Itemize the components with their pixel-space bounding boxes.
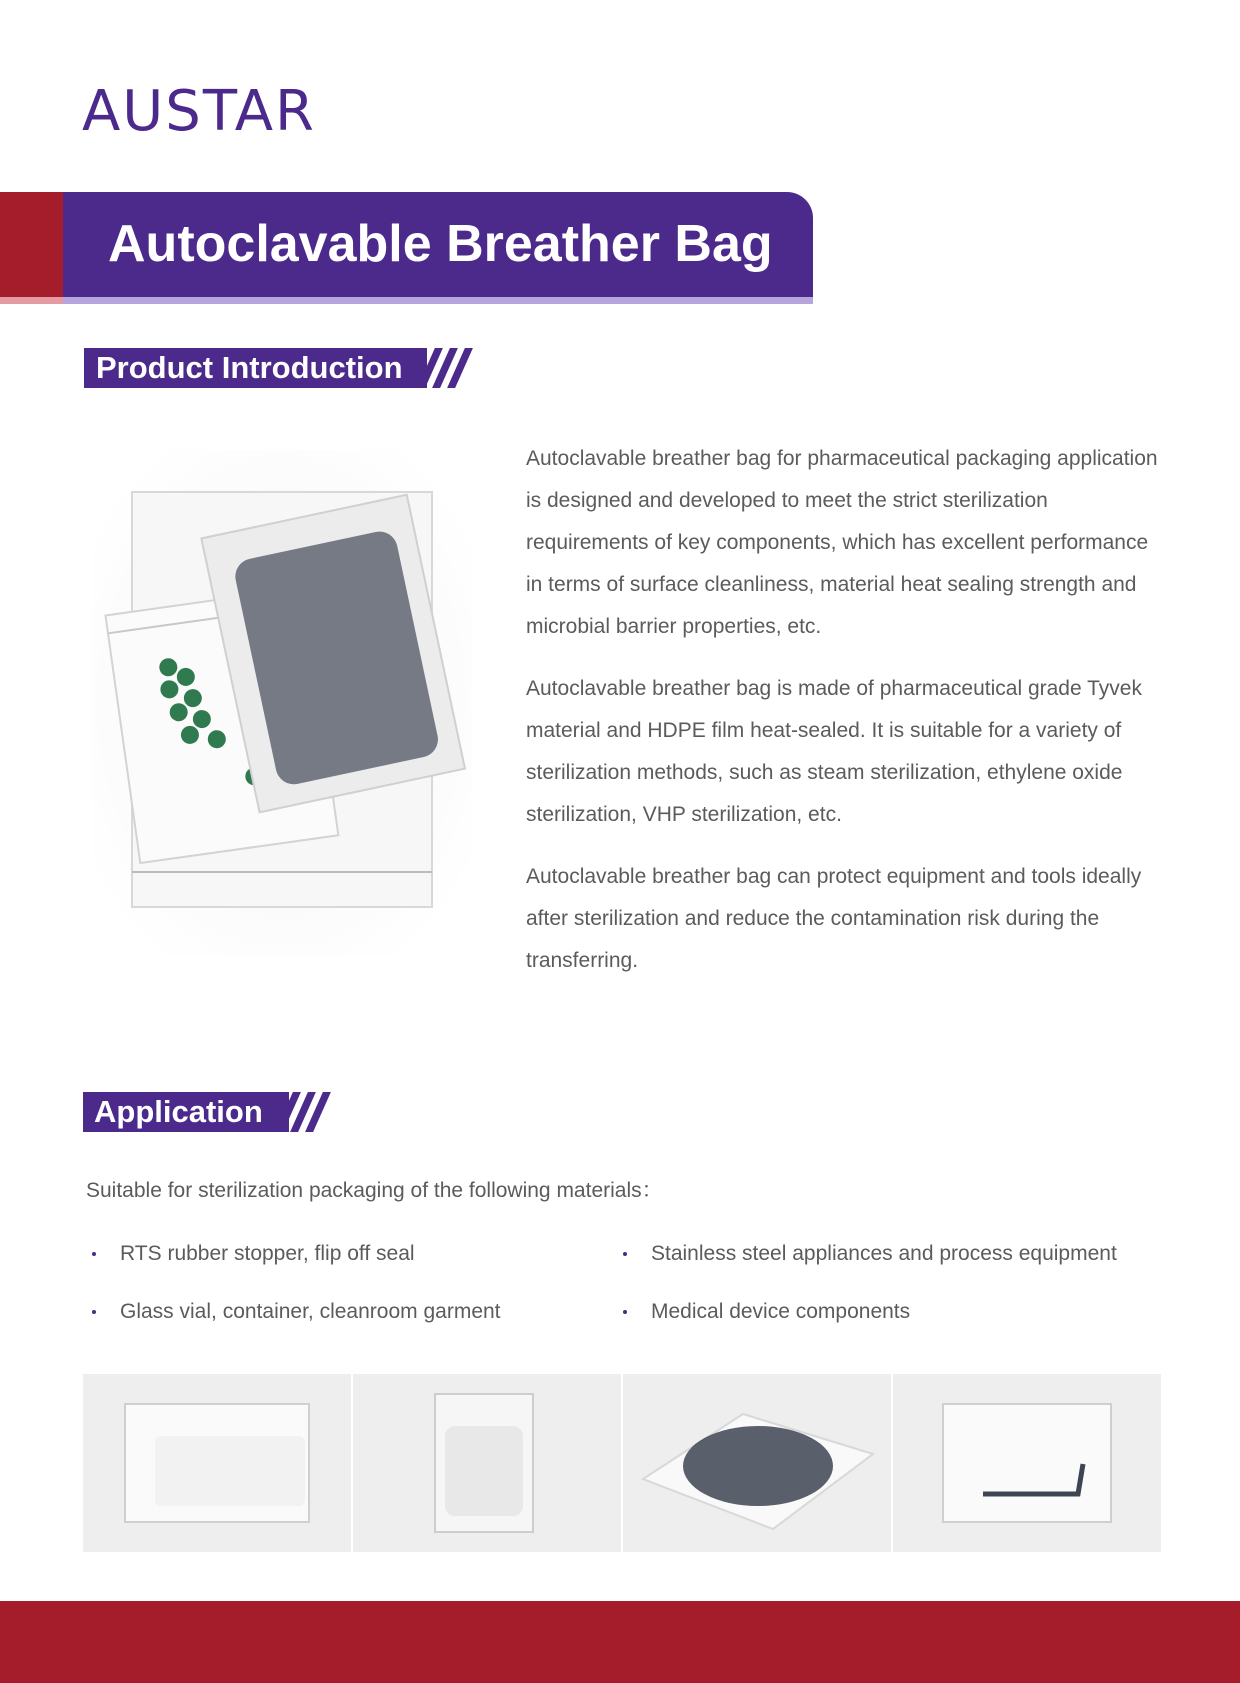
bullet-icon xyxy=(92,1252,96,1256)
intro-paragraph: Autoclavable breather bag for pharmaceutical packaging application is designed and developed to meet the strict sterilization requirements of key components, which has excellent performance in terms of surface cleanliness, material heat sealing strength and microbial barrier properties, etc. xyxy=(526,447,1158,638)
bullet-icon xyxy=(623,1252,627,1256)
section-header-application xyxy=(83,1092,323,1132)
product-image xyxy=(92,450,472,955)
intro-paragraph: Autoclavable breather bag is made of pharmaceutical grade Tyvek material and HDPE film heat-sealed. It is suitable for a variety of sterilization methods, such as steam sterilization, ethylene oxide sterilization, VHP sterilization, etc. xyxy=(526,677,1142,826)
application-gallery xyxy=(83,1374,1161,1552)
title-banner-accent xyxy=(0,192,63,297)
section-title: Product Introduction xyxy=(84,348,427,388)
section-title: Application xyxy=(83,1092,289,1132)
list-item: Glass vial, container, cleanroom garment xyxy=(86,1295,617,1329)
footer-bar xyxy=(0,1601,1240,1683)
title-banner-stripe-accent xyxy=(0,297,63,304)
bullet-icon xyxy=(92,1310,96,1314)
bullet-icon xyxy=(623,1310,627,1314)
application-list xyxy=(86,1237,1176,1329)
gallery-image xyxy=(83,1374,351,1552)
page-title: Autoclavable Breather Bag xyxy=(108,215,773,273)
list-item: Medical device components xyxy=(617,1295,1157,1329)
introduction-text xyxy=(526,438,1166,1002)
list-item: Stainless steel appliances and process equipment xyxy=(617,1237,1157,1271)
gallery-image xyxy=(893,1374,1161,1552)
gallery-image xyxy=(623,1374,891,1552)
application-intro: Suitable for sterilization packaging of the following materials： xyxy=(86,1179,663,1202)
section-header-introduction xyxy=(84,348,464,388)
austar-logo: AUSTAR xyxy=(82,79,316,144)
list-item: RTS rubber stopper, flip off seal xyxy=(86,1237,617,1271)
gallery-image xyxy=(353,1374,621,1552)
title-banner-stripe xyxy=(63,297,813,304)
intro-paragraph: Autoclavable breather bag can protect equipment and tools ideally after sterilization and reduce the contamination risk during the transferring. xyxy=(526,865,1142,972)
